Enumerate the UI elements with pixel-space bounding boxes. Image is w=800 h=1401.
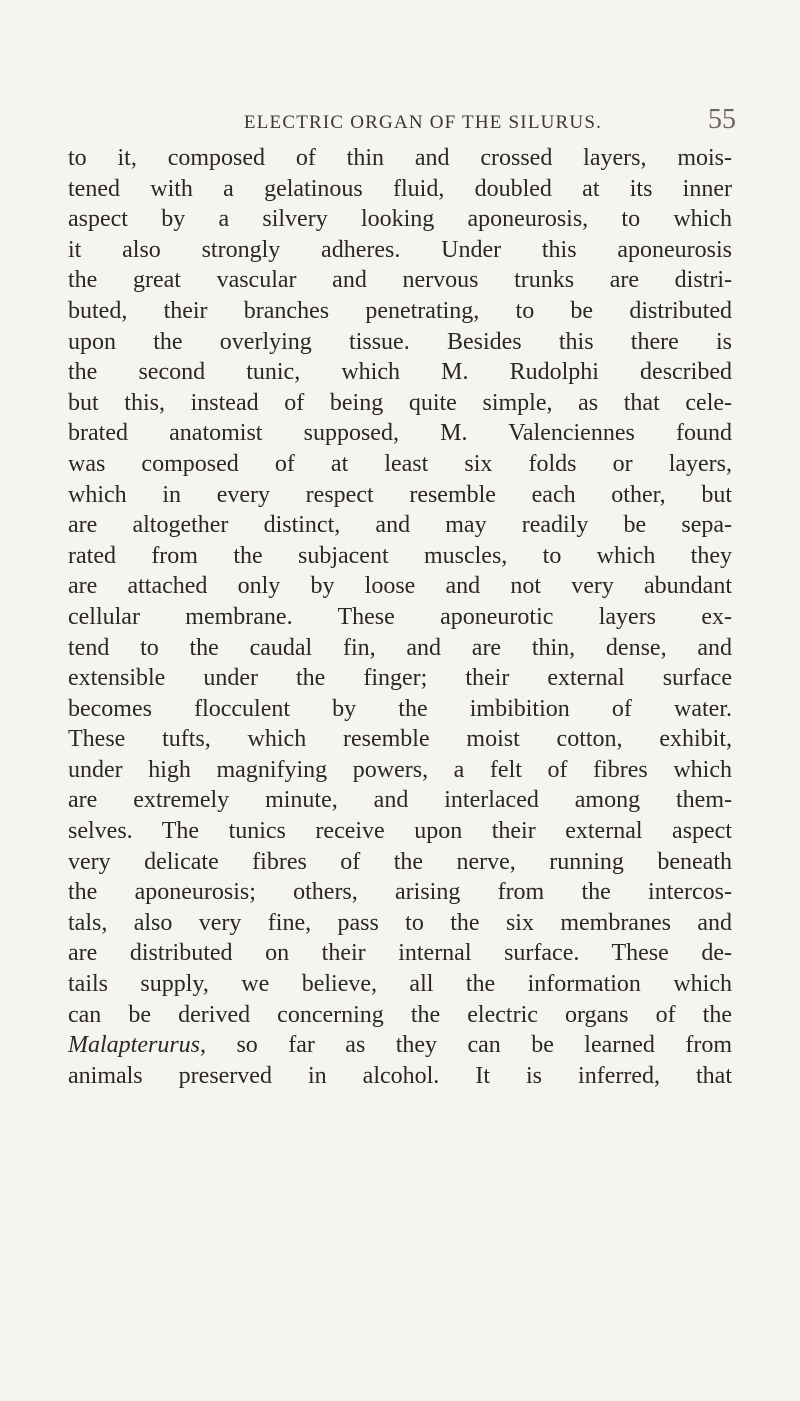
text-line: but this, instead of being quite simple, as that cele-	[68, 389, 732, 416]
text-line: selves. The tunics receive upon their external aspect	[68, 818, 732, 845]
text-line: animals preserved in alcohol. It is inferred, that	[68, 1062, 732, 1089]
text-line-remainder: so far as they can be learned from	[236, 1032, 733, 1059]
text-line: the aponeurosis; others, arising from the intercos-	[68, 879, 732, 906]
text-line: are altogether distinct, and may readily be sepa-	[68, 512, 732, 539]
text-line: under high magnifying powers, a felt of fibres which	[68, 756, 732, 783]
text-line: tened with a gelatinous fluid, doubled at its inner	[68, 175, 732, 202]
text-line: upon the overlying tissue. Besides this there is	[68, 328, 732, 355]
text-line: cellular membrane. These aponeurotic layers ex-	[68, 603, 732, 630]
text-line: buted, their branches penetrating, to be distributed	[68, 297, 732, 324]
text-line: These tufts, which resemble moist cotton, exhibit,	[68, 726, 732, 753]
text-line: to it, composed of thin and crossed layers, mois-	[68, 145, 732, 171]
text-line: very delicate fibres of the nerve, running beneath	[68, 848, 732, 875]
running-head	[110, 104, 736, 142]
text-line: brated anatomist supposed, M. Valenciennes found	[68, 420, 732, 447]
text-line-with-species-name	[68, 1030, 732, 1061]
text-line: are distributed on their internal surface. These de-	[68, 940, 732, 967]
text-line: rated from the subjacent muscles, to which they	[68, 542, 732, 569]
text-line: extensible under the finger; their external surface	[68, 665, 732, 692]
running-title: ELECTRIC ORGAN OF THE SILURUS.	[243, 112, 603, 133]
text-line: was composed of at least six folds or layers,	[68, 450, 732, 477]
text-line: can be derived concerning the electric organs of the	[68, 1001, 732, 1028]
body-paragraph	[68, 143, 732, 1091]
text-line: are extremely minute, and interlaced among them-	[68, 787, 732, 814]
text-line: it also strongly adheres. Under this aponeurosis	[68, 236, 732, 263]
text-line: the second tunic, which M. Rudolphi described	[68, 359, 732, 386]
page-number: 55	[708, 104, 736, 135]
text-line: aspect by a silvery looking aponeurosis, to which	[68, 206, 732, 233]
text-line: tals, also very fine, pass to the six membranes and	[68, 909, 732, 936]
text-line: tails supply, we believe, all the information which	[68, 971, 732, 998]
text-line: tend to the caudal fin, and are thin, dense, and	[68, 634, 732, 661]
species-name: Malapterurus,	[68, 1032, 206, 1059]
text-line: the great vascular and nervous trunks are distri-	[68, 267, 732, 294]
text-line: which in every respect resemble each other, but	[68, 481, 732, 508]
text-line: are attached only by loose and not very abundant	[68, 573, 732, 600]
text-line: becomes flocculent by the imbibition of water.	[68, 695, 732, 722]
